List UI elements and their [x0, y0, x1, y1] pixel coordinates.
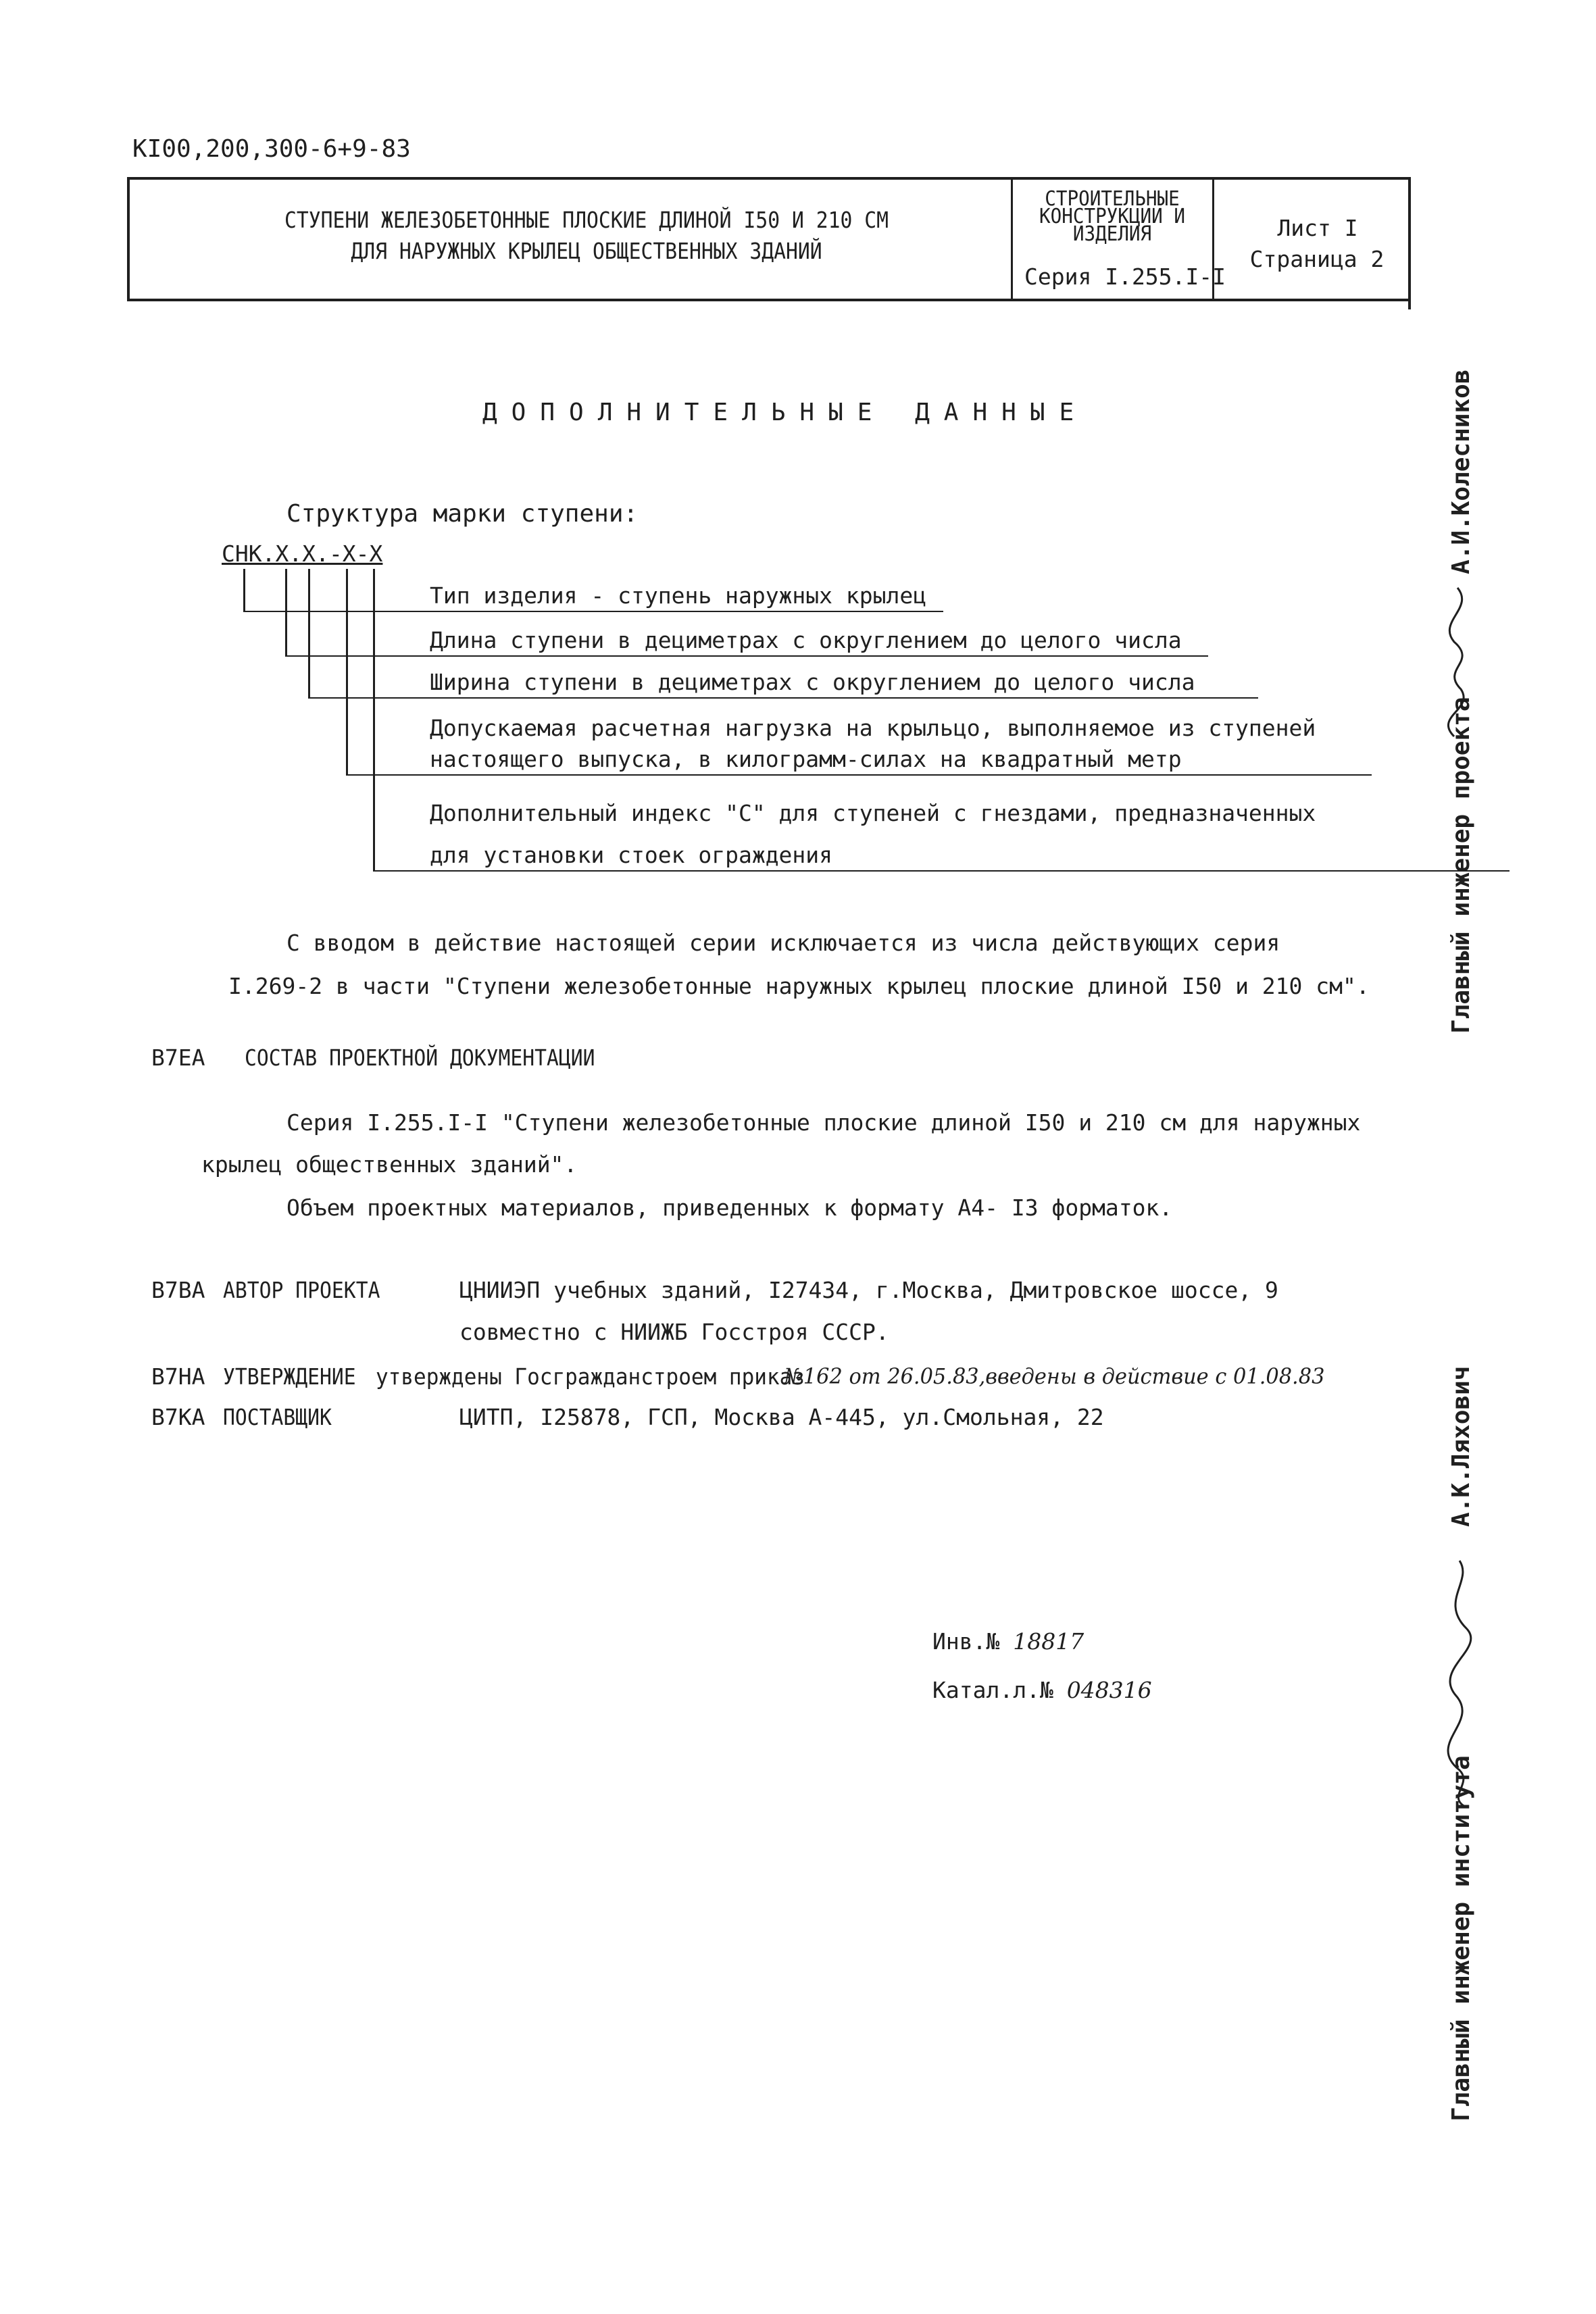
author-label: АВТОР ПРОЕКТА	[223, 1277, 380, 1303]
approval-handwritten: №162 от 26.05.83,введены в действие с 01.08.83	[784, 1363, 1325, 1389]
supplier-label: ПОСТАВЩИК	[223, 1404, 332, 1430]
sheet-number: Лист I	[1277, 215, 1358, 241]
chief-project-engineer-name: А.И.Колесников	[1447, 369, 1475, 574]
inventory-label: Инв.№	[932, 1628, 1000, 1655]
composition-line-3: Объем проектных материалов, приведенных к формату А4- I3 форматок.	[286, 1194, 1173, 1221]
catalog-number	[932, 1677, 1152, 1703]
mark-structure-diagram	[216, 540, 1316, 892]
mark-item-width: Ширина ступени в дециметрах с округлением до целого числа	[430, 669, 1195, 695]
mark-item-index-line-2: для установки стоек ограждения	[430, 842, 833, 868]
inventory-number	[932, 1628, 1084, 1655]
chief-institute-engineer-name: А.К.Ляхович	[1447, 1365, 1475, 1527]
composition-line-2: крылец общественных зданий".	[201, 1151, 578, 1178]
author-line-2: совместно с НИИЖБ Госстроя СССР.	[459, 1319, 889, 1345]
section-line-1: СТРОИТЕЛЬНЫЕ	[1045, 187, 1180, 211]
document-code: КI00,200,300-6+9-83	[132, 135, 411, 163]
page-number: Страница 2	[1249, 246, 1385, 272]
mark-item-load-line-1: Допускаемая расчетная нагрузка на крыльцо, выполняемое из ступеней	[430, 715, 1316, 741]
approval-label: УТВЕРЖДЕНИЕ	[223, 1363, 356, 1390]
title-line-2: ДЛЯ НАРУЖНЫХ КРЫЛЕЦ ОБЩЕСТВЕННЫХ ЗДАНИЙ	[351, 238, 822, 264]
author-line-1: ЦНИИЭП учебных зданий, I27434, г.Москва, Дмитровское шоссе, 9	[459, 1277, 1278, 1303]
structure-label: Структура марки ступени:	[286, 500, 639, 528]
mark-item-index-line-1: Дополнительный индекс "С" для ступеней с гнездами, предназначенных	[430, 800, 1316, 826]
section-line-3: ИЗДЕЛИЯ	[1072, 222, 1152, 246]
replacement-note-line-2: I.269-2 в части "Ступени железобетонные наружных крылец плоские длиной I50 и 210 см".	[228, 973, 1370, 999]
mark-item-load-line-2: настоящего выпуска, в килограмм-силах на квадратный метр	[430, 746, 1182, 772]
project-engineer-signature	[1427, 581, 1488, 743]
title-block	[127, 177, 1411, 301]
section-name	[1024, 187, 1200, 246]
series-number: Серия I.255.I-I	[1024, 263, 1226, 290]
section-heading: ДОПОЛНИТЕЛЬНЫЕ ДАННЫЕ	[482, 399, 1089, 426]
chief-institute-engineer-label: Главный инженер института	[1447, 1755, 1475, 2121]
chief-project-engineer-label: Главный инженер проекта	[1447, 697, 1475, 1034]
title-line-1: СТУПЕНИ ЖЕЛЕЗОБЕТОННЫЕ ПЛОСКИЕ ДЛИНОЙ I50 И 210 СМ	[284, 207, 889, 233]
approval-text: утверждены Госгражданстроем приказ	[376, 1363, 805, 1390]
author-code: В7ВА	[151, 1277, 205, 1303]
supplier-text: ЦИТП, I25878, ГСП, Москва А-445, ул.Смольная, 22	[459, 1404, 1104, 1430]
section-line-2: КОНСТРУКЦИИ И	[1039, 205, 1186, 228]
supplier-code: В7КА	[151, 1404, 205, 1430]
mark-item-type: Тип изделия - ступень наружных крылец	[430, 582, 927, 609]
composition-line-1: Серия I.255.I-I "Ступени железобетонные плоские длиной I50 и 210 см для наружных	[286, 1109, 1361, 1136]
replacement-note-line-1: С вводом в действие настоящей серии исключается из числа действующих серия	[286, 930, 1280, 956]
approval-code: В7НА	[151, 1363, 205, 1390]
catalog-value: 048316	[1066, 1677, 1152, 1703]
institute-engineer-signature	[1419, 1554, 1493, 1811]
composition-code: В7ЕА	[151, 1045, 205, 1071]
catalog-label: Катал.л.№	[932, 1677, 1053, 1703]
mark-item-length: Длина ступени в дециметрах с округлением до целого числа	[430, 627, 1182, 653]
mark-code: СНК.Х.Х.-Х-Х	[222, 540, 383, 567]
inventory-value: 18817	[1013, 1628, 1084, 1655]
composition-title: СОСТАВ ПРОЕКТНОЙ ДОКУМЕНТАЦИИ	[245, 1045, 595, 1071]
